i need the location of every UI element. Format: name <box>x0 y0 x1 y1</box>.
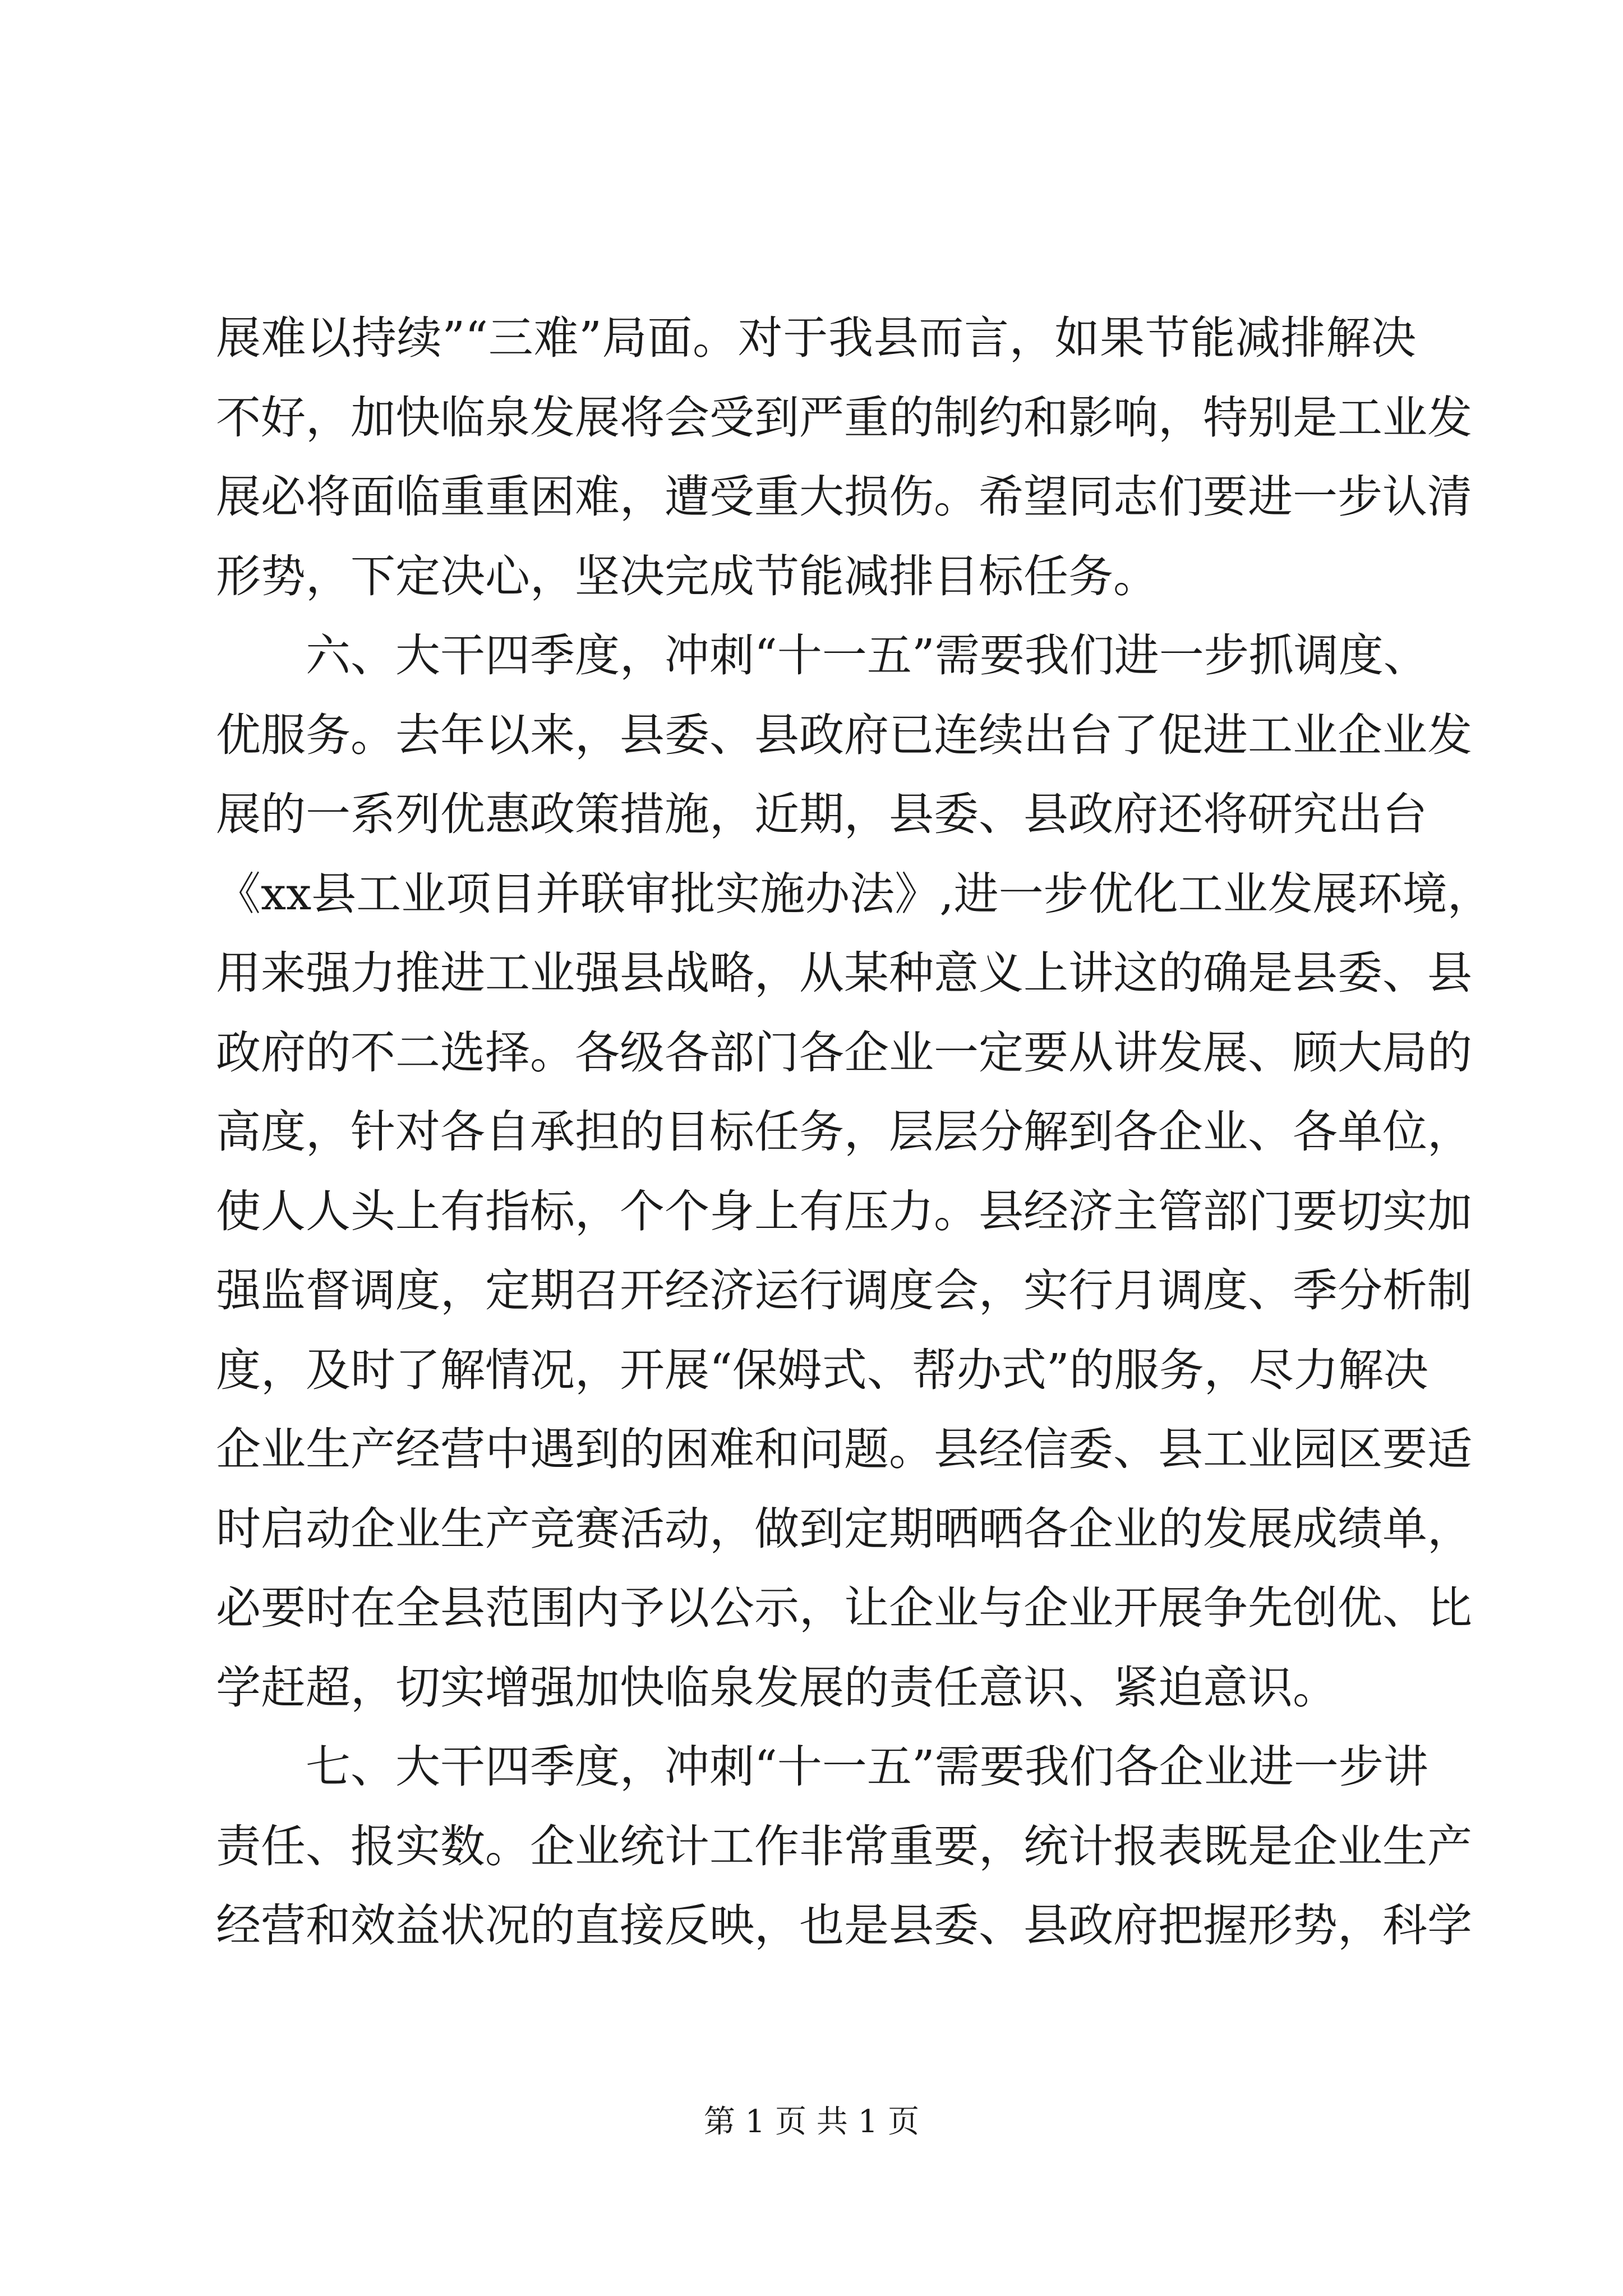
text-line: 责任、报实数。企业统计工作非常重要，统计报表既是企业生产 <box>216 1820 1472 1872</box>
text-line: 《xx县工业项目并联审批实施办法》,进一步优化工业发展环境， <box>216 867 1492 920</box>
text-line: 七、大干四季度，冲刺“十一五”需要我们各企业进一步讲 <box>306 1741 1428 1793</box>
text-line: 展难以持续”“三难”局面。对于我县而言，如果节能减排解决 <box>216 312 1416 364</box>
text-line: 形势，下定决心，坚决完成节能减排目标任务。 <box>216 550 1158 602</box>
text-line: 时启动企业生产竞赛活动，做到定期晒晒各企业的发展成绩单， <box>216 1502 1472 1555</box>
text-line: 使人人头上有指标，个个身上有压力。县经济主管部门要切实加 <box>216 1185 1472 1237</box>
document-body <box>216 298 1492 1966</box>
text-line: 展的一系列优惠政策措施，近期，县委、县政府还将研究出台 <box>216 788 1427 840</box>
text-line: 企业生产经营中遇到的困难和问题。县经信委、县工业园区要适 <box>216 1423 1472 1475</box>
text-line: 高度，针对各自承担的目标任务，层层分解到各企业、各单位， <box>216 1106 1472 1158</box>
text-line: 优服务。去年以来，县委、县政府已连续出台了促进工业企业发 <box>216 708 1472 761</box>
text-line: 经营和效益状况的直接反映，也是县委、县政府把握形势，科学 <box>216 1899 1472 1952</box>
text-line: 不好，加快临泉发展将会受到严重的制约和影响，特别是工业发 <box>216 391 1472 444</box>
text-line: 必要时在全县范围内予以公示，让企业与企业开展争先创优、比 <box>216 1582 1472 1634</box>
text-line: 用来强力推进工业强县战略，从某种意义上讲这的确是县委、县 <box>216 947 1472 999</box>
text-line: 学赶超，切实增强加快临泉发展的责任意识、紧迫意识。 <box>216 1661 1338 1714</box>
text-line: 政府的不二选择。各级各部门各企业一定要从讲发展、顾大局的 <box>216 1026 1472 1079</box>
text-line: 度，及时了解情况，开展“保姆式、帮办式”的服务，尽力解决 <box>216 1343 1428 1396</box>
text-line: 六、大干四季度，冲刺“十一五”需要我们进一步抓调度、 <box>306 629 1428 682</box>
page-footer: 第 1 页 共 1 页 <box>703 2104 920 2140</box>
text-line: 强监督调度，定期召开经济运行调度会，实行月调度、季分析制 <box>216 1264 1472 1317</box>
text-line: 展必将面临重重困难，遭受重大损伤。希望同志们要进一步认清 <box>216 471 1472 523</box>
